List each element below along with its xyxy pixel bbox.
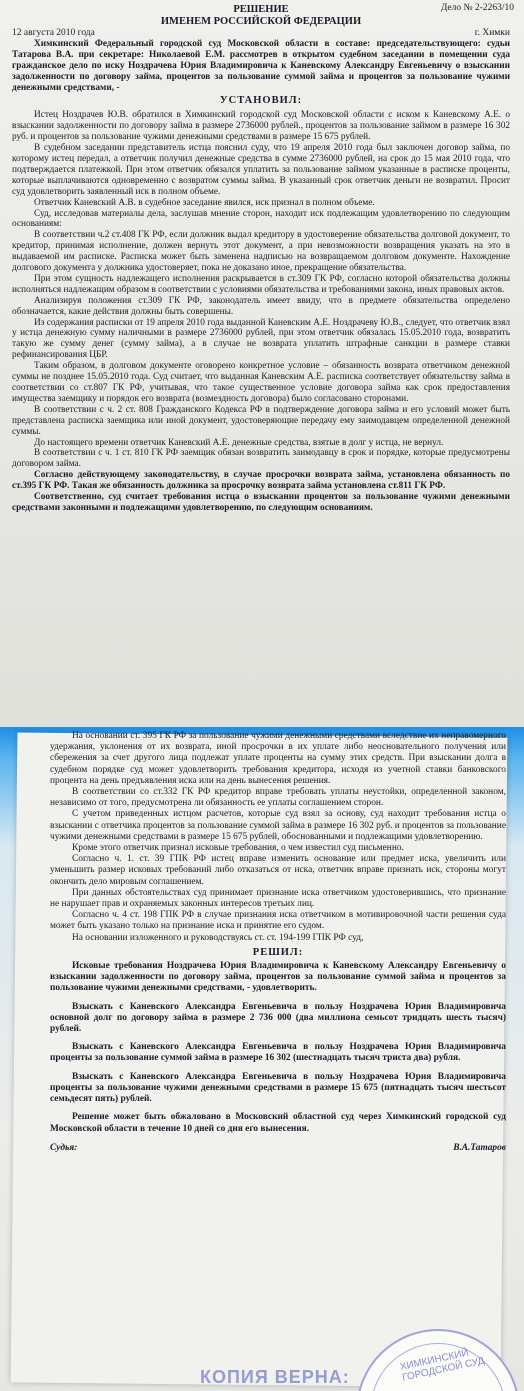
heading-decided: РЕШИЛ: (252, 946, 304, 958)
decision-paragraph: Решение может быть обжаловано в Московский областной суд через Химкинский городской суд Московской области в течение 10 дней со дня его вынесения. (50, 1112, 506, 1134)
paragraph: Согласно ч. 4 ст. 198 ГПК РФ в случае признания иска ответчиком в мотивировочной части решения суда может быть указано только на признание иска и принятие его судом. (50, 910, 506, 932)
decision-date: 12 августа 2010 года (12, 28, 95, 38)
decision-paragraph: Взыскать с Каневского Александра Евгеньевича в пользу Ноздрачева Юрия Владимировича основной долг по договору займа в размере 2 736 000 (два миллиона семьсот тридцать шесть тысяч) рублей. (50, 1001, 506, 1035)
seal-text: ХИМКИНСКИЙ ГОРОДСКОЙ СУД (399, 1347, 486, 1384)
page-2-text (50, 731, 506, 1154)
paragraph: Согласно ч. 1. ст. 39 ГПК РФ истец вправе изменить основание или предмет иска, увеличить или уменьшить размер исковых требований либо отказаться от иска, ответчик вправе признать иск, стороны могут окончить дело мировым соглашением. (50, 854, 506, 887)
paragraph: Истец Ноздрачев Ю.В. обратился в Химкинский городской суд Московской области с иском к Каневскому А.Е. о взыскании задолженности по договору займа в размере 2736000 рублей., процентов за пользование займом в размере 16 302 руб. и процентов за пользование чужими денежными средствами в размере 15 675 рублей. (12, 110, 510, 143)
paragraph: Кроме этого ответчик признал исковые требования, о чем известил суд письменно. (72, 843, 404, 854)
heading-established: УСТАНОВИЛ: (219, 95, 303, 107)
paragraph: В соответствии ч.2 ст.408 ГК РФ, если должник выдал кредитору в удостоверение обязательства долговой документ, то кредитор, принимая исполнение, должен вернуть этот документ, а при невозможности возвращения указать на это в выдаваемой им расписке. Расписка может быть заменена надписью на возвращаемом долговом документе. Нахождение долгового документа у должника удостоверяет, пока не доказано иное, прекращение обязательства. (12, 230, 510, 274)
decision-city: г. Химки (474, 28, 510, 38)
paragraph: На основании ст. 395 ГК РФ за пользование чужими денежными средствами вследствие их неправомерного удержания, уклонения от их возврата, иной просрочки в их уплате либо неосновательного получения или сбережения за счет другого лица подлежат уплате проценты на сумму этих средств. При взыскании долга в судебном порядке суд может удовлетворить требования кредитора, исходя из учетной ставки банковского процента на день предъявления иска или на день вынесения решения. (50, 731, 506, 786)
paragraph: В судебном заседании представитель истца пояснил суду, что 19 апреля 2010 года был заключен договор займа, по которому истец передал, а ответчик получил денежные средства в сумме 2736000 рублей, на срок до 15 мая 2010 года, что подтверждается платежкой. При этом ответчик обязался уплатить за пользование займом указанные в расписке проценты, которые выплачиваются одновременно с возвратом суммы займа. В указанный срок ответчик деньги не возвратил. Просит суд удовлетворить заявленный иск в полном объеме. (12, 143, 510, 197)
signature-label: Судья: (50, 1142, 78, 1153)
signature-name: В.А.Татаров (453, 1142, 506, 1153)
paragraph: До настоящего времени ответчик Каневский А.Е. денежные средства, взятые в долг у истца, не вернул. (34, 437, 444, 448)
paragraph: Из содержания расписки от 19 апреля 2010 года выданной Каневским А.Е. Ноздрачеву Ю.В., следует, что ответчик взял у истца денежную сумму наличными в размере 2736000 рублей, при этом ответчик обязалась 15.05.2010 года, возвратить такую же сумму денег (сумму займа), а в случае не возврата уплатить штрафные санкции в размере ставки рефинансирования ЦБР. (12, 317, 510, 361)
title-name-of-rf: ИМЕНЕМ РОССИЙСКОЙ ФЕДЕРАЦИИ (160, 16, 362, 27)
copy-stamp: КОПИЯ ВЕРНА: (200, 1367, 350, 1387)
title-decision: РЕШЕНИЕ (233, 4, 289, 15)
intro-paragraph: Химкинский Федеральный городской суд Московской области в составе: председательствующего: судьи Татарова В.А. при секретаре: Николаевой Е.М. рассмотрев в открытом судебном заседании в помещении суда гражданское дело по иску Ноздрачева Юрия Владимировича к Каневскому Александру Евгеньевичу о взыскании задолженности по договору займа, процентов за пользование суммой займа и процентов за пользование чужими денежными средствами, - (12, 38, 510, 93)
paragraph: В соответствии с ч. 1 ст. 810 ГК РФ заемщик обязан возвратить заимодавцу в срок и порядке, которые предусмотрены договором займа. (12, 448, 510, 470)
paragraph: С учетом приведенных истцом расчетов, которые суд взял за основу, суд находит требования истца о взыскании с ответчика процентов за пользование суммой займа в размере 16 302 руб. и процентов за пользование чужими денежными средствами в размере 15 675 рублей, обоснованными и подлежащими удовлетворению. (50, 809, 506, 842)
paragraph: Суд, исследовав материалы дела, заслушав мнение сторон, находит иск подлежащим удовлетворению по следующим основаниям: (12, 208, 510, 230)
paragraph: В соответствии с ч. 2 ст. 808 Гражданского Кодекса РФ в подтверждение договора займа и его условий может быть представлена расписка заемщика или иной документ, удостоверяющие передачу ему заимодавцем определенной денежной суммы. (12, 404, 510, 437)
case-number: Дело № 2-2263/10 (440, 3, 514, 13)
bold-paragraph: Соответственно, суд считает требования истца о взыскании процентов за пользование чужими денежными средствами законными и подлежащими удовлетворению, по следующим основаниям. (12, 492, 510, 513)
paragraph: При данных обстоятельствах суд принимает признание иска ответчиком удостоверившись, что признание не нарушает прав и охраняемых законных интересов третьих лиц. (50, 887, 506, 910)
paragraph: При этом сущность надлежащего исполнения раскрывается в ст.309 ГК РФ, согласно которой обязательства должны исполняться надлежащим образом в соответствии с условиями обязательства и требованиями закона, иных правовых актов. (12, 273, 510, 295)
bold-paragraph: Согласно действующему законодательству, в случае просрочки возврата займа, установлена обязанность по ст.395 ГК РФ. Такая же обязанность должника за просрочку возврата займа установлена ст.811 ГК РФ. (12, 470, 510, 492)
signature-row (50, 1143, 506, 1154)
decision-paragraph: Взыскать с Каневского Александра Евгеньевича в пользу Ноздрачева Юрия Владимировича проценты за пользование суммой займа в размере 16 302 (шестнадцать тысяч триста два) рубля. (50, 1042, 506, 1064)
page-1-text (12, 4, 510, 514)
paragraph: Ответчик Каневский А.В. в судебное заседание явился, иск признал в полном объеме. (34, 197, 375, 208)
paragraph: Анализируя положения ст.309 ГК РФ, законодатель имеет ввиду, что в предмете обязательства определено обозначается, какие действия должны быть совершены. (12, 295, 510, 317)
paragraph: Таким образом, в долговом документе оговорено конкретное условие – обязанность возврата ответчиком денежной суммы не позднее 15.05.2010 года. Суд считает, что выданная Каневским А.Е. расписка соответствует обязательству займа в соответствии со ст.807 ГК РФ, учитывая, что такое существенное условие договора займа как срок предоставления имущества заемщику и порядок его возврата (возмездность договора) было согласовано сторонами. (12, 361, 510, 404)
date-row (12, 28, 510, 39)
decision-paragraph: Взыскать с Каневского Александра Евгеньевича в пользу Ноздрачева Юрия Владимировича проценты за пользование чужими денежными средствами в размере 15 675 (пятнадцать тысяч шестьсот семьдесят пять) рублей. (50, 1071, 506, 1105)
page-2 (0, 727, 524, 1391)
decision-paragraph: Исковые требования Ноздрачева Юрия Владимировича к Каневскому Александру Евгеньевичу о взыскании задолженности по договору займа, процентов за пользование суммой займа и процентов за пользование чужими денежными средствами, - удовлетворить. (50, 961, 506, 994)
paragraph: В соответствии со ст.332 ГК РФ кредитор вправе требовать уплаты неустойки, определенной законом, независимо от того, предусмотрена ли обязанность ее уплаты соглашением сторон. (50, 787, 506, 809)
paragraph: На основании изложенного и руководствуясь ст. ст. 194-199 ГПК РФ суд, (72, 932, 364, 943)
